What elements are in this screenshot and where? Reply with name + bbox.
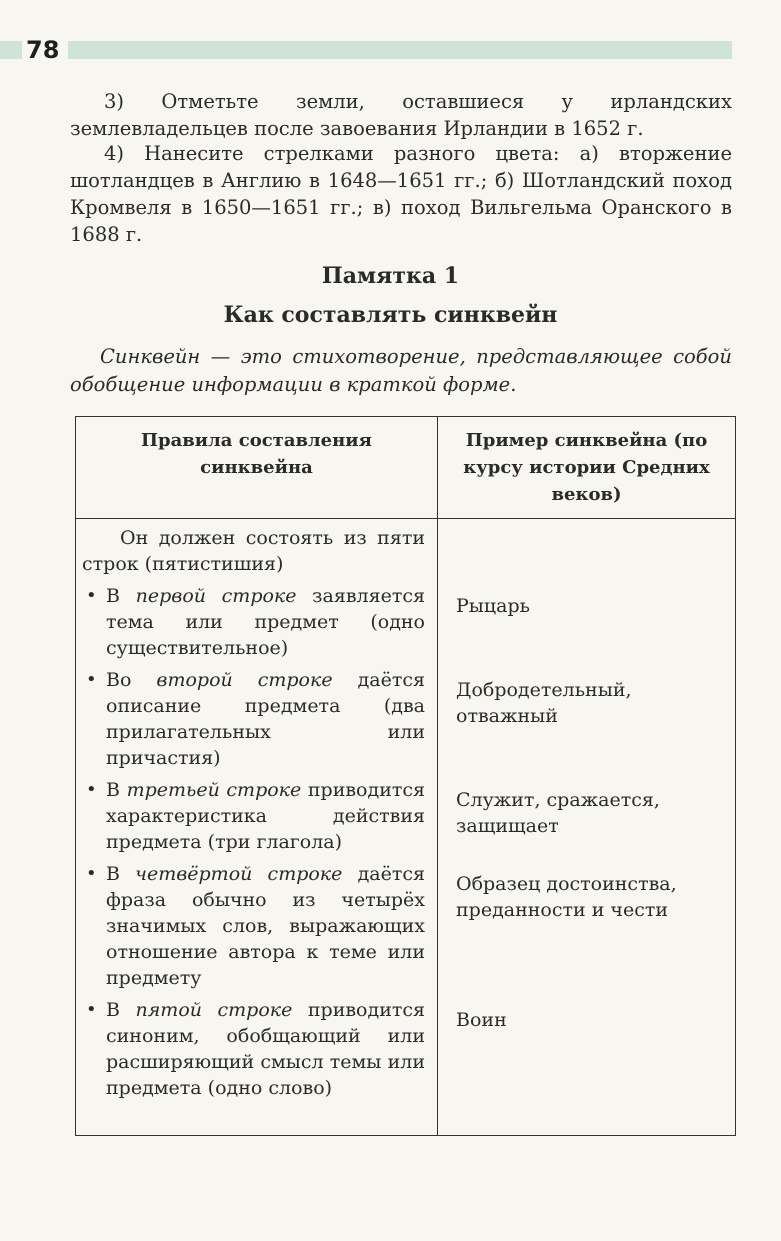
rule-text: даётся описание предмета (два прилагательных или причастия) <box>106 669 425 769</box>
bullet-icon: • <box>86 669 97 690</box>
rule-prefix: Во <box>106 669 157 691</box>
example-cell <box>438 519 736 1136</box>
bullet-icon: • <box>86 999 97 1020</box>
rules-cell <box>76 519 438 1136</box>
rule-item <box>82 667 425 771</box>
example-line-5: Воин <box>456 1009 507 1031</box>
memo-subtitle: Как составлять синквейн <box>223 302 558 328</box>
table-header-row <box>76 417 736 519</box>
header-rules: Правила составления синквейна <box>76 417 438 519</box>
memo-title: Памятка 1 <box>321 263 460 289</box>
rule-intro: Он должен состоять из пяти строк (пятистишия) <box>82 527 425 575</box>
table-body-row <box>76 519 736 1136</box>
task-3-text: 3) Отметьте земли, оставшиеся у ирландских землевладельцев после завоевания Ирландии в 1652 г. <box>70 90 732 140</box>
rule-item <box>82 583 425 661</box>
definition-text: Синквейн — это стихотворение, представляющее собой обобщение информации в краткой форме. <box>70 345 732 396</box>
rule-text: заявляется тема или предмет (одно существительное) <box>106 585 425 659</box>
rule-line-name: четвёртой строке <box>135 863 343 885</box>
task-4-text: 4) Нанесите стрелками разного цвета: а) вторжение шотландцев в Англию в 1648—1651 гг.; б) Шотландский поход Кромвеля в 1650—1651 гг.; в) поход Вильгельма Оранского в 1688 г. <box>70 142 732 246</box>
rule-text: даётся фраза обычно из четырёх значимых слов, выражающих отношение автора к теме или предмету <box>106 863 425 989</box>
page-header-bar <box>0 36 732 64</box>
task-4 <box>70 140 732 248</box>
header-stripe-right <box>68 41 732 59</box>
rule-line-name: третьей строке <box>126 779 302 801</box>
rule-item <box>82 861 425 991</box>
header-stripe-left <box>0 41 22 59</box>
bullet-icon: • <box>86 863 97 884</box>
example-line-3: Служит, сражается, защищает <box>456 789 660 837</box>
rule-prefix: В <box>106 585 136 607</box>
rule-item <box>82 997 425 1127</box>
rule-line-name: первой строке <box>135 585 297 607</box>
task-3 <box>70 88 732 142</box>
example-line-1: Рыцарь <box>456 595 530 617</box>
rule-prefix: В <box>106 863 136 885</box>
example-line-2: Добродетельный, отважный <box>456 679 632 727</box>
rule-line-name: второй строке <box>156 669 333 691</box>
rule-line-name: пятой строке <box>135 999 293 1021</box>
definition <box>70 343 732 399</box>
rule-text: приводится характеристика действия предмета (три глагола) <box>106 779 425 853</box>
rule-item <box>82 777 425 855</box>
page-number: 78 <box>26 36 60 64</box>
example-line-4: Образец достоинства, преданности и чести <box>456 873 677 921</box>
rule-prefix: В <box>106 999 136 1021</box>
bullet-icon: • <box>86 779 97 800</box>
rule-prefix: В <box>106 779 127 801</box>
example-spacer <box>456 525 725 593</box>
syncwine-table <box>75 416 736 1136</box>
rule-text: приводится синоним, обобщающий или расширяющий смысл темы или предмета (одно слово) <box>106 999 425 1099</box>
header-example: Пример синквейна (по курсу истории Средних веков) <box>438 417 736 519</box>
bullet-icon: • <box>86 585 97 606</box>
